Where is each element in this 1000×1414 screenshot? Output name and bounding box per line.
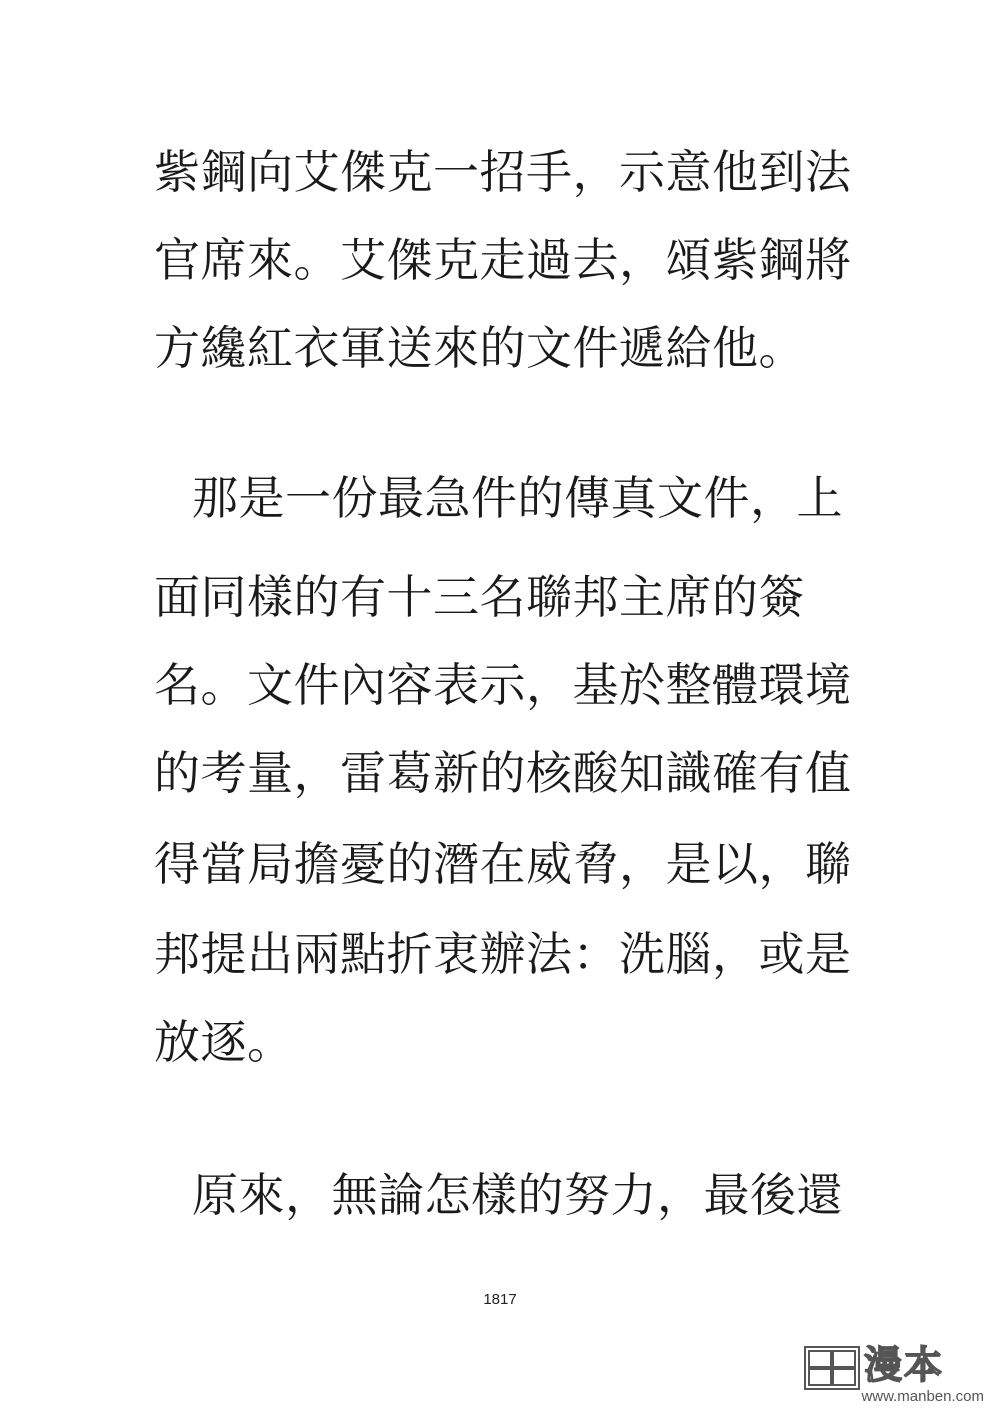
text-line: 紫鋼向艾傑克一招手，示意他到法: [154, 145, 852, 199]
text-line: 面同樣的有十三名聯邦主席的簽: [154, 570, 805, 624]
text-line: 原來，無論怎樣的努力，最後還: [192, 1168, 843, 1222]
text-line: 那是一份最急件的傳真文件，上: [192, 471, 843, 525]
text-line: 的考量，雷葛新的核酸知識確有值: [154, 746, 852, 800]
manben-watermark: [804, 1342, 984, 1406]
page-number: 1817: [483, 1291, 517, 1308]
manben-logo-icon: [804, 1346, 860, 1390]
text-line: 放逐。: [154, 1015, 294, 1069]
text-line: 官席來。艾傑克走過去，頌紫鋼將: [154, 233, 852, 287]
watermark-title: 漫本: [864, 1343, 945, 1387]
text-line: 邦提出兩點折衷辦法：洗腦，或是: [154, 927, 852, 981]
text-line: 方纔紅衣軍送來的文件遞給他。: [154, 321, 805, 375]
text-line: 名。文件內容表示，基於整體環境: [154, 658, 852, 712]
watermark-url: www.manben.com: [861, 1388, 984, 1405]
text-line: 得當局擔憂的潛在威脅，是以，聯: [154, 837, 852, 891]
